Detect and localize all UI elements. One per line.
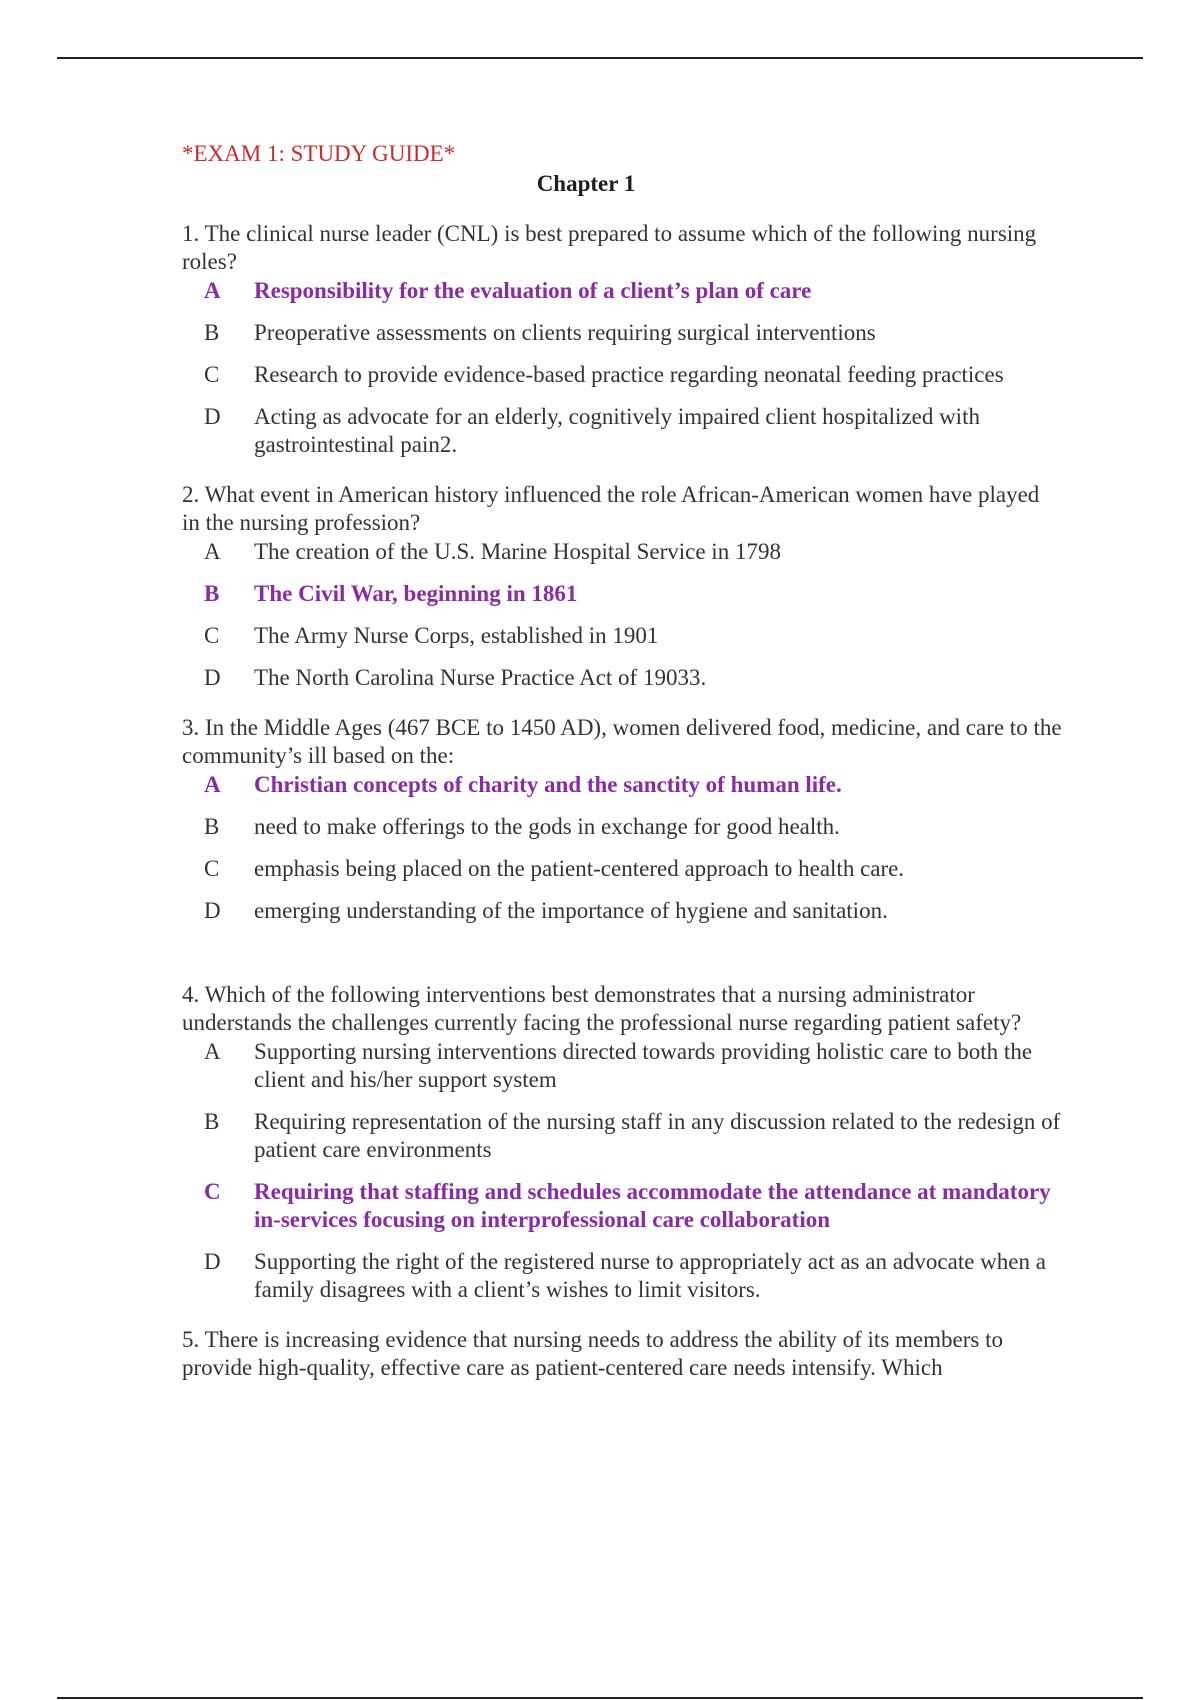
option-a	[182, 771, 1062, 799]
option-text: Supporting nursing interventions directed towards providing holistic care to both the client and his/her support system	[254, 1039, 1033, 1092]
option-text: Requiring that staffing and schedules accommodate the attendance at mandatory in-services focusing on interprofessional care collaboration	[254, 1179, 1051, 1232]
page-bottom-rule	[57, 1697, 1143, 1699]
option-letter: D	[204, 665, 221, 690]
option-letter: B	[204, 581, 220, 606]
question-stem: 3. In the Middle Ages (467 BCE to 1450 AD), women delivered food, medicine, and care to the community’s ill based on the:	[182, 715, 1062, 768]
option-c	[182, 361, 1062, 389]
option-letter: C	[204, 1179, 221, 1204]
option-a	[182, 1038, 1062, 1094]
option-text: The North Carolina Nurse Practice Act of 19033.	[254, 665, 707, 690]
option-c	[182, 1178, 1062, 1234]
option-letter: B	[204, 320, 220, 345]
option-letter: A	[204, 772, 221, 797]
option-letter: C	[204, 856, 220, 881]
question-2	[182, 481, 1062, 692]
option-b	[182, 319, 1062, 347]
option-text: Preoperative assessments on clients requiring surgical interventions	[254, 320, 876, 345]
option-letter: D	[204, 1249, 221, 1274]
option-text: emphasis being placed on the patient-centered approach to health care.	[254, 856, 905, 881]
option-text: Acting as advocate for an elderly, cognitively impaired client hospitalized with gastrointestinal pain2.	[254, 404, 980, 457]
option-b	[182, 813, 1062, 841]
question-stem: 2. What event in American history influenced the role African-American women have played in the nursing profession?	[182, 482, 1040, 535]
option-letter: B	[204, 814, 220, 839]
question-4	[182, 981, 1062, 1304]
option-text: emerging understanding of the importance of hygiene and sanitation.	[254, 898, 888, 923]
option-d	[182, 664, 1062, 692]
chapter-title: Chapter 1	[536, 171, 636, 196]
option-text: The Army Nurse Corps, established in 1901	[254, 623, 659, 648]
question-1	[182, 220, 1062, 459]
option-text: Supporting the right of the registered nurse to appropriately act as an advocate when a family disagrees with a client’s wishes to limit visitors.	[254, 1249, 1046, 1302]
option-letter: C	[204, 623, 220, 648]
option-text: The Civil War, beginning in 1861	[254, 581, 578, 606]
option-text: Requiring representation of the nursing staff in any discussion related to the redesign of patient care environments	[254, 1109, 1061, 1162]
option-b	[182, 580, 1062, 608]
option-a	[182, 277, 1062, 305]
question-5	[182, 1326, 1062, 1382]
option-b	[182, 1108, 1062, 1164]
page-top-rule	[57, 57, 1143, 59]
question-3	[182, 714, 1062, 925]
option-text: The creation of the U.S. Marine Hospital Service in 1798	[254, 539, 781, 564]
option-letter: D	[204, 898, 221, 923]
option-text: Responsibility for the evaluation of a client’s plan of care	[254, 278, 812, 303]
option-d	[182, 403, 1062, 459]
option-a	[182, 538, 1062, 566]
option-letter: A	[204, 1039, 221, 1064]
option-letter: A	[204, 278, 221, 303]
exam-title: *EXAM 1: STUDY GUIDE*	[182, 141, 456, 166]
question-stem: 4. Which of the following interventions best demonstrates that a nursing administrator understands the challenges currently facing the professional nurse regarding patient safety?	[182, 982, 1022, 1035]
question-stem: 5. There is increasing evidence that nursing needs to address the ability of its members to provide high-quality, effective care as patient-centered care needs intensify. Which	[182, 1327, 1003, 1380]
option-d	[182, 897, 1062, 925]
option-text: Research to provide evidence-based practice regarding neonatal feeding practices	[254, 362, 1004, 387]
option-letter: B	[204, 1109, 220, 1134]
option-letter: A	[204, 539, 221, 564]
document-body	[182, 140, 1062, 1404]
option-d	[182, 1248, 1062, 1304]
option-c	[182, 855, 1062, 883]
option-c	[182, 622, 1062, 650]
option-text: Christian concepts of charity and the sanctity of human life.	[254, 772, 842, 797]
option-text: need to make offerings to the gods in exchange for good health.	[254, 814, 840, 839]
option-letter: C	[204, 362, 220, 387]
question-stem: 1. The clinical nurse leader (CNL) is best prepared to assume which of the following nursing roles?	[182, 221, 1037, 274]
option-letter: D	[204, 404, 221, 429]
